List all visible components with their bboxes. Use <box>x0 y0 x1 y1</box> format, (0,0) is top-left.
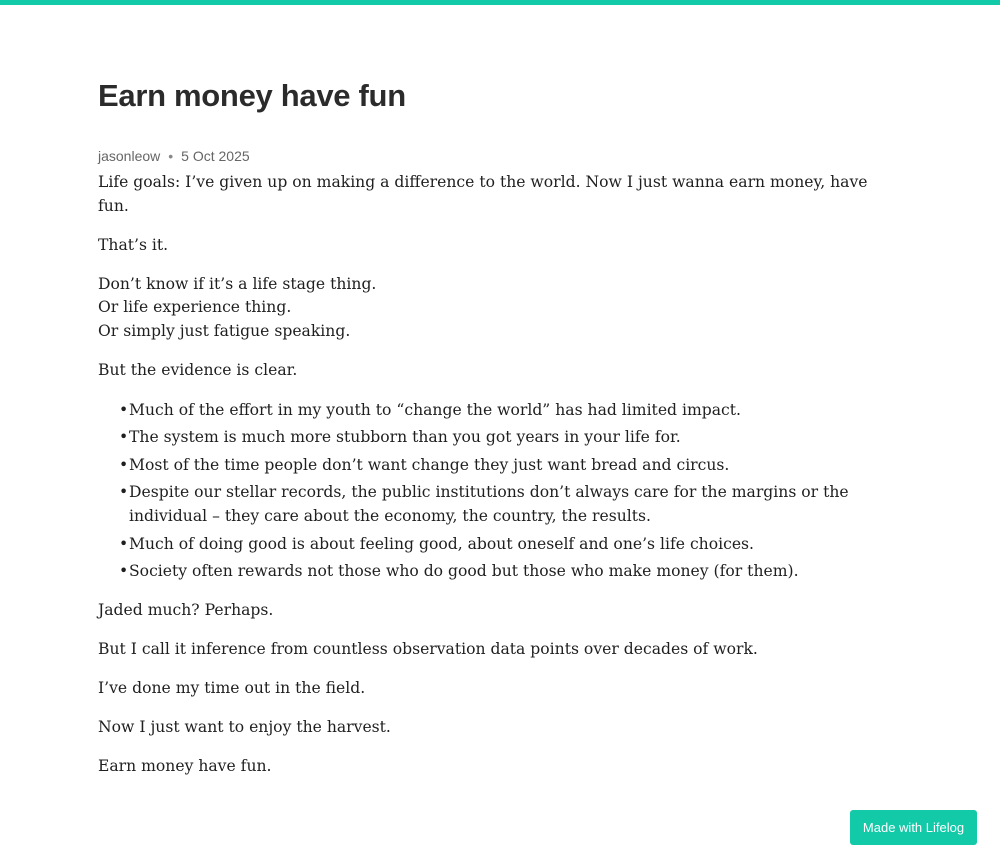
evidence-list <box>98 398 898 584</box>
bullet-icon: • <box>119 428 129 446</box>
list-item-text: Much of the effort in my youth to “change the world” has had limited impact. <box>129 400 741 419</box>
paragraph: Jaded much? Perhaps. <box>98 600 274 619</box>
paragraph: But the evidence is clear. <box>98 360 298 379</box>
list-item <box>120 559 898 583</box>
bullet-icon: • <box>119 483 129 501</box>
stanza-line: Or life experience thing. <box>98 298 292 316</box>
post-body <box>98 171 898 794</box>
bullet-icon: • <box>119 455 129 474</box>
list-item-text: The system is much more stubborn than you got years in your life for. <box>129 428 681 446</box>
list-item-text: Much of doing good is about feeling good, about oneself and one’s life choices. <box>129 534 755 553</box>
meta-separator: • <box>168 148 174 164</box>
bullet-icon: • <box>119 534 129 553</box>
bullet-icon: • <box>119 400 129 419</box>
list-item <box>120 532 898 556</box>
list-item <box>120 425 898 449</box>
list-item <box>120 453 898 477</box>
paragraph: I’ve done my time out in the field. <box>98 678 366 697</box>
post-date: 5 Oct 2025 <box>181 148 250 164</box>
stanza-line: Or simply just fatigue speaking. <box>98 321 351 340</box>
list-item <box>120 398 898 422</box>
stanza-line: Don’t know if it’s a life stage thing. <box>98 274 377 293</box>
top-accent-bar <box>0 0 1000 5</box>
paragraph: Earn money have fun. <box>98 756 272 775</box>
list-item-text: Most of the time people don’t want change they just want bread and circus. <box>129 455 730 474</box>
post-meta <box>98 146 250 166</box>
stanza-paragraph <box>98 273 898 344</box>
list-item-text: Despite our stellar records, the public institutions don’t always care for the margins or the individual – they care about the economy, the country, the results. <box>129 483 849 525</box>
bullet-icon: • <box>119 562 129 580</box>
paragraph: Life goals: I’ve given up on making a difference to the world. Now I just wanna earn money, have fun. <box>98 173 868 215</box>
list-item <box>120 480 898 528</box>
paragraph: But I call it inference from countless observation data points over decades of work. <box>98 639 758 658</box>
post-title: Earn money have fun <box>98 78 406 113</box>
author-link[interactable]: jasonleow <box>98 148 161 164</box>
paragraph: That’s it. <box>98 235 169 254</box>
list-item-text: Society often rewards not those who do good but those who make money (for them). <box>129 562 799 580</box>
paragraph: Now I just want to enjoy the harvest. <box>98 717 391 736</box>
made-with-lifelog-button[interactable]: Made with Lifelog <box>850 810 977 845</box>
